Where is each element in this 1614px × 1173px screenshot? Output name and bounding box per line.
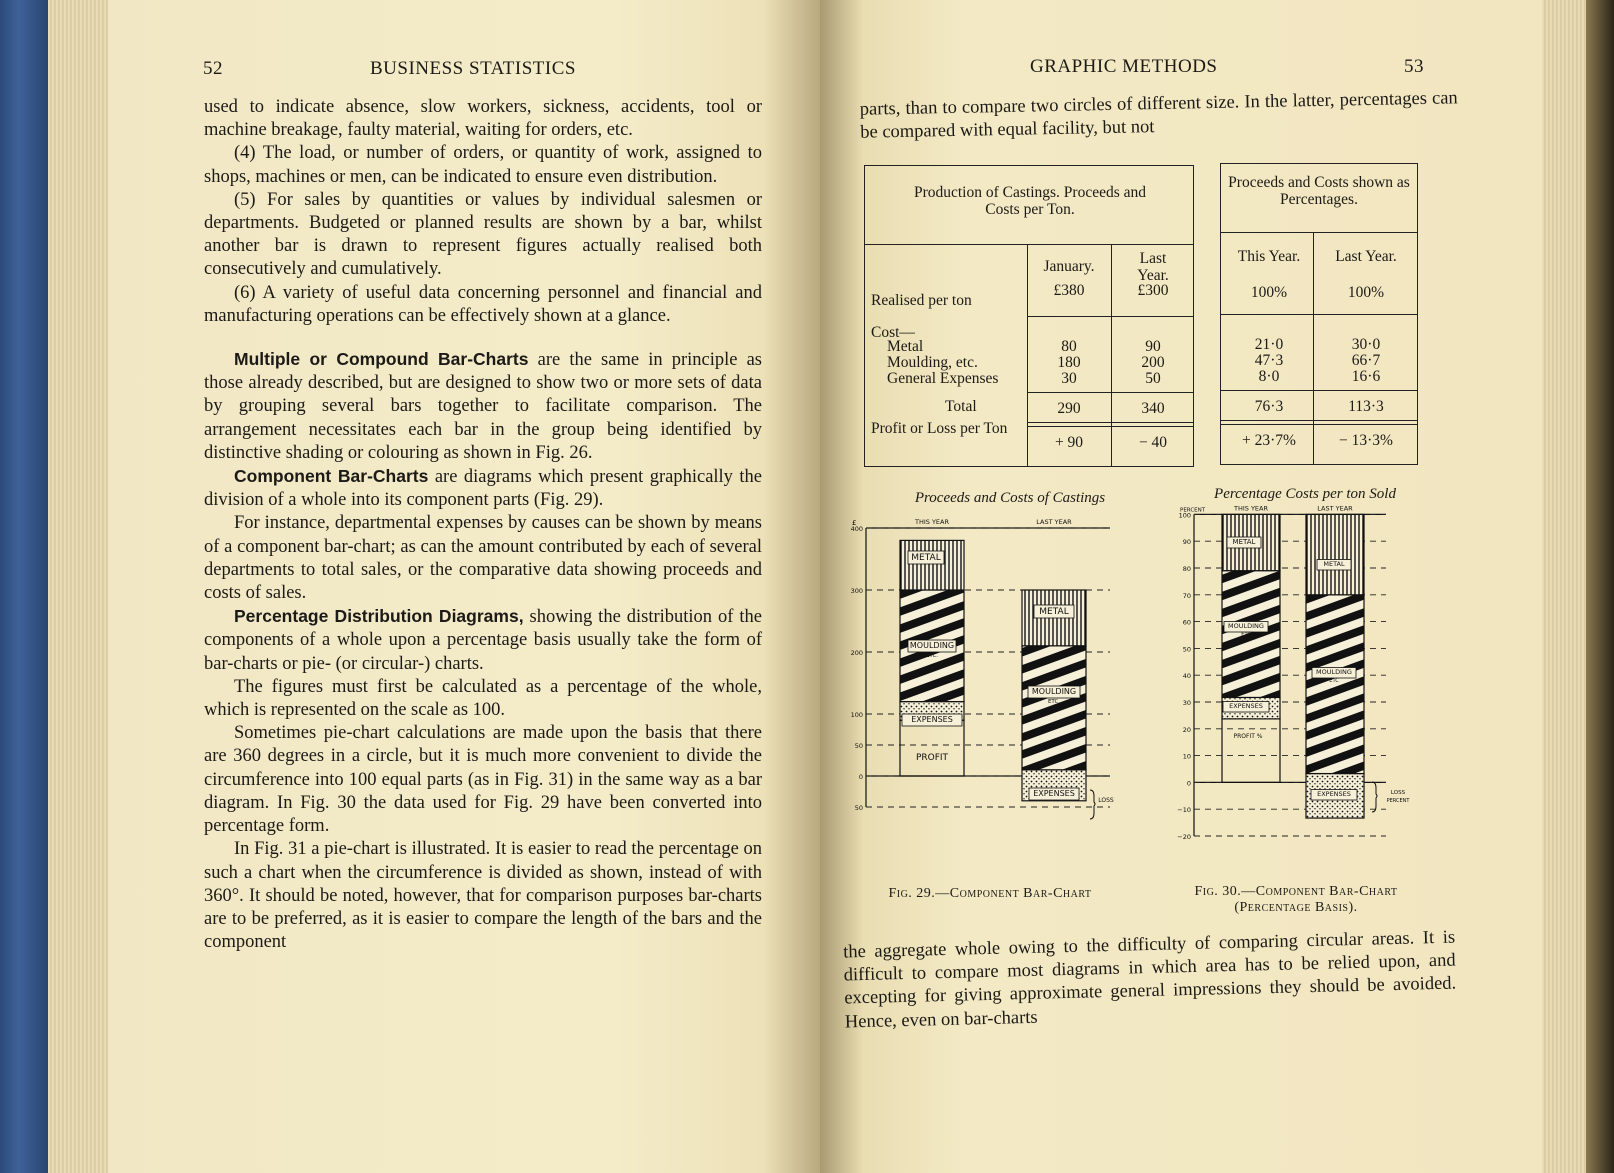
page-number-right: 53 [1404, 56, 1424, 77]
segment-label: EXPENSES [911, 715, 953, 724]
cell: + 23·7% [1242, 432, 1296, 449]
cell: 30 [1061, 370, 1077, 387]
cell: 66·7 [1351, 352, 1381, 369]
row-label: Cost— [871, 324, 915, 341]
segment-label: ETC [1241, 632, 1251, 638]
castings-table [864, 165, 1194, 467]
fig29-caption: Fig. 29.—Component Bar-Chart [888, 886, 1092, 901]
cell: 113·3 [1348, 398, 1384, 415]
paragraph: In Fig. 31 a pie-chart is illustrated. It is easier to read the percentage on such a chart when the circumference is divided as shown, instead of with 360°. It should be noted, however, that for comparison purposes bar-charts are to be preferred, as it is easier to compare the length of the bars and the component [204, 839, 762, 953]
tick-label: 30 [1182, 699, 1191, 707]
row-label: Metal [887, 338, 924, 355]
tick-label: 400 [850, 525, 863, 533]
right-page [820, 0, 1542, 1173]
cell: 21·0 [1254, 336, 1284, 353]
segment-label: METAL [911, 553, 941, 563]
paragraph: (6) A variety of useful data concerning personnel and financial and manufacturing operations can be effectively shown at a glance. [204, 282, 762, 326]
tick-label: 300 [850, 587, 863, 595]
paragraph: (4) The load, or number of orders, or quantity of work, assigned to shops, machines or men, can be indicated to ensure even distribution. [204, 143, 762, 187]
col-january: January. [1043, 258, 1095, 275]
cell: 76·3 [1254, 398, 1284, 415]
cell: − 13·3% [1339, 432, 1393, 449]
bottom-text: the aggregate whole owing to the difficulty of comparing circular areas. It is difficult to compare most diagrams in which area has to be relied upon, and excepting for giving approximate general impressions they should be avoided. Hence, even on bar-charts [842, 927, 1457, 1033]
segment-label: EXPENSES [1229, 702, 1263, 710]
tick-label: 20 [1182, 725, 1191, 734]
col-this-year: This Year. [1237, 248, 1301, 265]
segment-label: PERCENT [1386, 798, 1410, 804]
left-page [108, 0, 820, 1173]
table-title-left: Production of Castings. Proceeds and Costs per Ton. [913, 184, 1147, 218]
y-axis-label: PERCENT [1180, 507, 1206, 514]
tick-label: 50 [854, 742, 863, 750]
paragraph: Percentage Distribution Diagrams, showing the distribution of the components of a whole upon a percentage basis usually take the form of bar-charts or pie- (or circular-) charts. [204, 606, 762, 674]
row-label: Profit or Loss per Ton [871, 420, 1008, 437]
tick-label: 70 [1182, 591, 1191, 600]
cell: 290 [1057, 400, 1081, 417]
segment-label: MOULDING [1031, 687, 1077, 696]
segment-label: ETC. [1047, 699, 1061, 705]
row-label: Realised per ton [871, 292, 972, 309]
bar-segment [1022, 646, 1086, 770]
row-label: Total [945, 398, 977, 415]
bar-segment [1222, 571, 1280, 698]
segment-label: PROFIT % [1233, 733, 1263, 740]
running-head-right: GRAPHIC METHODS [1030, 56, 1218, 77]
row-label: General Expenses [887, 370, 999, 387]
fig30-caption-1: Fig. 30.—Component Bar-Chart [1194, 884, 1398, 899]
section-heading: Percentage Distribution Diagrams, [234, 606, 524, 627]
page-edges-right [1542, 0, 1586, 1173]
bar-segment [1306, 595, 1364, 774]
col-last-year: Last Year. [1137, 250, 1169, 284]
category-label: LAST YEAR [1036, 518, 1072, 526]
page-edges-left [48, 0, 108, 1173]
running-head-left: BUSINESS STATISTICS [370, 58, 576, 79]
category-label: LAST YEAR [1317, 504, 1353, 513]
row-label: Moulding, etc. [887, 354, 978, 371]
tick-label: 100 [1178, 511, 1191, 520]
page-number-left: 52 [203, 58, 223, 79]
segment-label: METAL [1232, 538, 1256, 546]
tick-label: 40 [1182, 672, 1191, 681]
segment-label: ETC. [925, 653, 939, 659]
tick-label: 100 [850, 711, 863, 719]
fig29-chart [840, 510, 1140, 880]
cell: 100% [1250, 284, 1288, 301]
percentage-table [1220, 163, 1418, 465]
cell: 180 [1057, 354, 1081, 371]
paragraph: Component Bar-Charts are diagrams which present graphically the division of a whole into its component parts (Fig. 29). [204, 466, 763, 511]
tick-label: 90 [1182, 538, 1191, 547]
tick-label: 0 [858, 773, 863, 781]
loss-brace [1372, 782, 1377, 812]
cell: 30·0 [1351, 336, 1381, 353]
tick-label: −10 [1177, 806, 1191, 815]
category-label: THIS YEAR [1233, 504, 1269, 513]
col-last-year-pct: Last Year. [1335, 248, 1397, 265]
cell: 340 [1141, 400, 1165, 417]
book-cover-right [1586, 0, 1614, 1173]
y-axis-label: £ [852, 519, 857, 527]
paragraph: The figures must first be calculated as a percentage of the whole, which is represented on the scale as 100. [204, 676, 762, 721]
cell: £300 [1137, 282, 1169, 299]
cell: 100% [1347, 284, 1385, 301]
loss-brace [1090, 790, 1095, 819]
segment-label: EXPENSES [1317, 790, 1351, 798]
cell: 50 [1145, 370, 1161, 387]
paragraph: Sometimes pie-chart calculations are made upon the basis that there are 360 degrees in a circle, but it is much more convenient to divide the circumference into 100 equal parts (as in Fig. 31) in the same way as a bar diagram. In Fig. 30 the data used for Fig. 29 have been converted into percentage form. [204, 723, 762, 837]
cell: 8·0 [1258, 368, 1280, 385]
cell: 16·6 [1351, 368, 1381, 385]
cell: 90 [1145, 338, 1161, 355]
tick-label: −20 [1177, 833, 1191, 841]
segment-label: MOULDING [1316, 668, 1352, 676]
segment-label: METAL [1323, 560, 1345, 568]
paragraph: (5) For sales by quantities or values by individual salesmen or departments. Budgeted or planned results are shown by a bar, whilst another bar is drawn to represent figures actually realised both consecutively and cumulatively. [204, 189, 762, 280]
segment-label: METAL [1039, 607, 1069, 617]
tick-label: 10 [1182, 752, 1191, 761]
left-body [204, 96, 762, 954]
cell: £380 [1053, 282, 1085, 299]
paragraph: used to indicate absence, slow workers, sickness, accidents, tool or machine breakage, faulty material, waiting for orders, etc. [204, 97, 762, 141]
paragraph: For instance, departmental expenses by causes can be shown by means of a component bar-chart; as can the amount contributed by each of several departments to total sales, or the comparative data showing proceeds and costs of sales. [204, 513, 762, 604]
tick-label: 0 [1186, 779, 1191, 788]
segment-label: LOSS [1098, 797, 1114, 804]
segment-label: MOULDING [1228, 622, 1264, 630]
cell: 47·3 [1254, 352, 1284, 369]
fig30-caption-2: (Percentage Basis). [1234, 900, 1358, 915]
segment-label: MOULDING [909, 641, 955, 650]
bar-segment [1306, 514, 1364, 594]
cell: − 40 [1138, 434, 1168, 451]
tick-label: 50 [854, 804, 863, 812]
tick-label: 50 [1182, 645, 1191, 654]
tick-label: 80 [1182, 565, 1191, 573]
segment-label: PROFIT [915, 753, 949, 763]
book-cover-left [0, 0, 48, 1173]
fig30-chart [1166, 504, 1426, 880]
top-text: parts, than to compare two circles of different size. In the latter, percentages can be compared with equal facility, but not [859, 88, 1458, 143]
segment-label: ETC [1329, 678, 1339, 684]
paragraph: Multiple or Compound Bar-Charts are the same in principle as those already described, but are designed to show two or more sets of data by grouping several bars together to facilitate comparison. The arrangement necessitates each bar in the group being identified by distinctive shading or colouring as shown in Fig. 26. [204, 349, 763, 463]
fig30-title: Percentage Costs per ton Sold [1214, 486, 1396, 502]
table-title-right: Proceeds and Costs shown as Percentages. [1228, 174, 1410, 208]
segment-label: LOSS [1390, 790, 1406, 796]
tick-label: 200 [850, 649, 863, 657]
segment-label: EXPENSES [1033, 789, 1075, 798]
cell: 200 [1141, 354, 1165, 371]
bar-segment [900, 720, 964, 776]
fig29-title: Proceeds and Costs of Castings [914, 490, 1106, 506]
section-heading: Multiple or Compound Bar-Charts [234, 349, 529, 370]
tick-label: 60 [1182, 618, 1191, 627]
category-label: THIS YEAR [914, 518, 950, 526]
cell: 80 [1061, 338, 1077, 355]
section-heading: Component Bar-Charts [234, 466, 429, 487]
cell: + 90 [1054, 434, 1084, 451]
bar-segment [900, 540, 964, 590]
